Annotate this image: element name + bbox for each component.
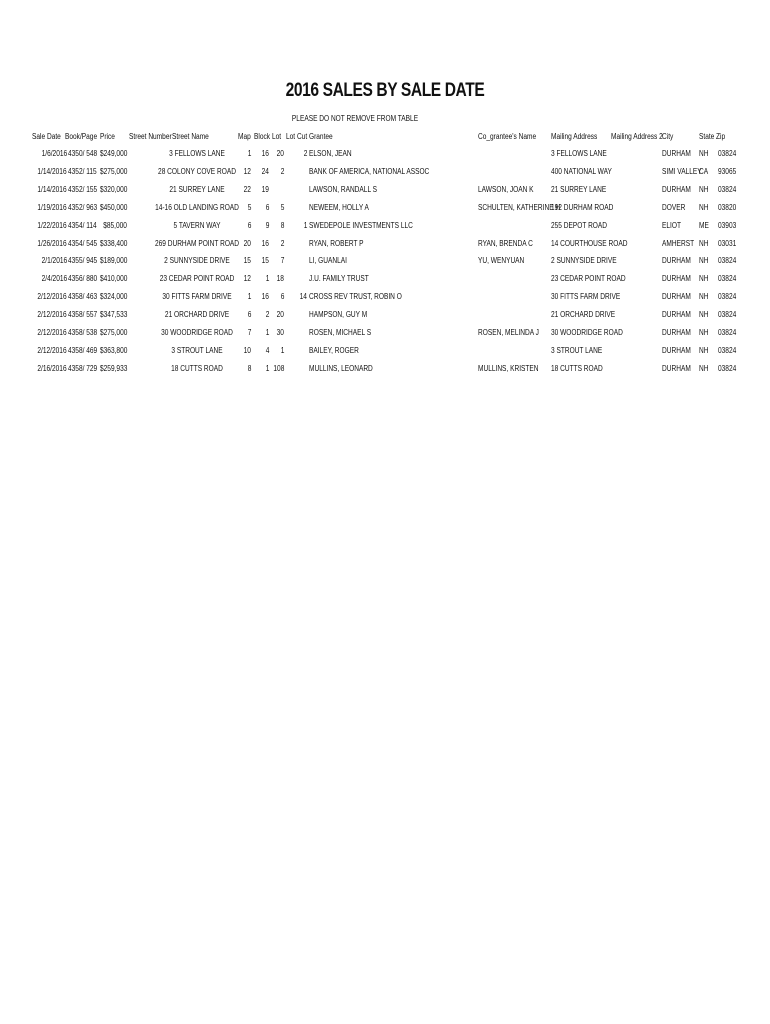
cell-map: 10 <box>243 345 251 355</box>
cell-co-grantee: LAWSON, JOAN K <box>478 184 534 194</box>
cell-price: $324,000 <box>99 292 127 302</box>
cell-state: NH <box>699 238 709 248</box>
cell-city: DURHAM <box>662 345 691 355</box>
table-row <box>0 252 770 270</box>
cell-book-page: 4358/ 538 <box>68 328 98 337</box>
table-row <box>0 199 770 217</box>
table-row <box>0 324 770 342</box>
cell-price: $410,000 <box>99 274 127 284</box>
cell-grantee: NEWEEM, HOLLY A <box>309 202 369 212</box>
cell-state: NH <box>699 345 709 355</box>
header-city: City <box>662 132 674 141</box>
cell-street: 2 SUNNYSIDE DRIVE <box>164 256 230 266</box>
cell-block: 1 <box>265 274 269 284</box>
cell-sale-date: 2/4/2016 <box>41 274 67 284</box>
cell-zip: 93065 <box>718 166 737 176</box>
header-zip: Zip <box>716 132 726 141</box>
cell-map: 5 <box>247 202 251 212</box>
cell-mailing-address: 30 FITTS FARM DRIVE <box>551 292 621 302</box>
cell-book-page: 4356/ 880 <box>68 274 98 284</box>
cell-zip: 03824 <box>718 345 737 355</box>
cell-sale-date: 2/12/2016 <box>37 345 67 355</box>
cell-book-page: 4354/ 545 <box>68 238 98 248</box>
cell-street: 21 ORCHARD DRIVE <box>164 310 230 320</box>
cell-state: NH <box>699 256 709 266</box>
cell-zip: 03824 <box>718 292 737 302</box>
cell-block: 2 <box>265 310 269 320</box>
cell-book-page: 4358/ 729 <box>68 363 98 373</box>
header-co-grantee: Co_grantee's Name <box>478 132 537 141</box>
table-row <box>0 306 770 324</box>
cell-lot: 18 <box>276 274 284 284</box>
cell-zip: 03820 <box>718 202 737 212</box>
table-row <box>0 360 770 378</box>
header-grantee: Grantee <box>309 132 333 141</box>
cell-state: CA <box>699 166 709 176</box>
table-row <box>0 235 770 253</box>
cell-price: $275,000 <box>99 328 127 337</box>
cell-street: 14-16 OLD LANDING ROAD <box>155 202 239 212</box>
cell-grantee: CROSS REV TRUST, ROBIN O <box>309 292 402 302</box>
cell-street: 3 FELLOWS LANE <box>169 149 225 158</box>
cell-grantee: LI, GUANLAI <box>309 256 347 266</box>
cell-street: 18 CUTTS ROAD <box>171 363 223 373</box>
header-lot: Lot <box>272 132 282 141</box>
cell-zip: 03903 <box>718 220 737 230</box>
table-row <box>0 342 770 360</box>
report-subtitle: PLEASE DO NOT REMOVE FROM TABLE <box>291 114 419 123</box>
cell-lot: 108 <box>273 363 284 373</box>
cell-map: 8 <box>247 363 251 373</box>
cell-book-page: 4352/ 963 <box>68 202 98 212</box>
cell-city: DURHAM <box>662 256 691 266</box>
cell-zip: 03824 <box>718 328 737 337</box>
cell-city: DURHAM <box>662 328 691 337</box>
header-state: State <box>699 132 715 141</box>
cell-zip: 03824 <box>718 184 737 194</box>
header-street-name: Street Name <box>172 132 209 141</box>
cell-sale-date: 2/12/2016 <box>37 292 67 302</box>
cell-book-page: 4355/ 945 <box>68 256 98 266</box>
header-mailing-address: Mailing Address <box>551 132 598 141</box>
cell-lot: 20 <box>276 310 284 320</box>
cell-state: NH <box>699 310 709 320</box>
cell-block: 19 <box>261 184 269 194</box>
cell-book-page: 4354/ 114 <box>68 220 97 230</box>
cell-block: 6 <box>265 202 269 212</box>
cell-mailing-address: 30 WOODRIDGE ROAD <box>551 328 623 337</box>
cell-state: NH <box>699 274 709 284</box>
cell-block: 9 <box>265 220 269 230</box>
cell-co-grantee: YU, WENYUAN <box>478 256 525 266</box>
cell-block: 1 <box>265 328 269 337</box>
cell-map: 12 <box>243 166 251 176</box>
cell-book-page: 4358/ 469 <box>68 345 98 355</box>
cell-lot: 20 <box>276 149 284 158</box>
cell-sale-date: 2/1/2016 <box>41 256 67 266</box>
cell-book-page: 4358/ 463 <box>68 292 98 302</box>
cell-city: DURHAM <box>662 363 691 373</box>
cell-state: NH <box>699 363 709 373</box>
cell-state: ME <box>699 220 709 230</box>
cell-book-page: 4358/ 557 <box>68 310 98 320</box>
cell-city: DURHAM <box>662 149 691 158</box>
cell-zip: 03824 <box>718 310 737 320</box>
cell-sale-date: 2/16/2016 <box>37 363 67 373</box>
table-row <box>0 217 770 235</box>
cell-zip: 03824 <box>718 363 737 373</box>
cell-map: 22 <box>243 184 251 194</box>
cell-lot: 7 <box>280 256 284 266</box>
cell-book-page: 4350/ 548 <box>68 149 98 158</box>
cell-sale-date: 1/22/2016 <box>37 220 67 230</box>
table-row <box>0 270 770 288</box>
cell-map: 20 <box>243 238 251 248</box>
cell-block: 16 <box>261 292 269 302</box>
cell-city: DURHAM <box>662 310 691 320</box>
report-title: 2016 SALES BY SALE DATE <box>285 80 485 101</box>
cell-zip: 03031 <box>718 238 737 248</box>
header-book-page: Book/Page <box>65 132 98 141</box>
cell-co-grantee: RYAN, BRENDA C <box>478 238 533 248</box>
cell-street: 30 WOODRIDGE ROAD <box>161 328 233 337</box>
cell-mailing-address: 192 DURHAM ROAD <box>551 202 614 212</box>
cell-block: 15 <box>261 256 269 266</box>
cell-block: 16 <box>261 238 269 248</box>
cell-mailing-address: 255 DEPOT ROAD <box>551 220 608 230</box>
cell-block: 24 <box>261 166 269 176</box>
table-row <box>0 181 770 199</box>
cell-book-page: 4352/ 155 <box>68 184 98 194</box>
cell-grantee: BANK OF AMERICA, NATIONAL ASSOC <box>309 166 430 176</box>
cell-mailing-address: 3 STROUT LANE <box>551 345 603 355</box>
cell-grantee: ROSEN, MICHAEL S <box>309 328 372 337</box>
cell-zip: 03824 <box>718 149 737 158</box>
cell-map: 1 <box>247 149 251 158</box>
header-mailing-address-2: Mailing Address 2 <box>611 132 663 141</box>
cell-mailing-address: 2 SUNNYSIDE DRIVE <box>551 256 617 266</box>
cell-lot: 5 <box>280 202 284 212</box>
cell-block: 1 <box>265 363 269 373</box>
cell-city: DOVER <box>662 202 686 212</box>
cell-price: $85,000 <box>103 220 127 230</box>
cell-city: DURHAM <box>662 274 691 284</box>
header-block: Block <box>254 132 271 141</box>
cell-mailing-address: 21 ORCHARD DRIVE <box>551 310 616 320</box>
header-street-number: Street Number <box>129 132 172 141</box>
cell-city: AMHERST <box>662 238 695 248</box>
cell-state: NH <box>699 292 709 302</box>
table-row <box>0 288 770 306</box>
cell-grantee: RYAN, ROBERT P <box>309 238 364 248</box>
cell-co-grantee: MULLINS, KRISTEN <box>478 363 539 373</box>
cell-sale-date: 1/19/2016 <box>37 202 67 212</box>
cell-lot: 8 <box>280 220 284 230</box>
table-row <box>0 145 770 163</box>
cell-city: DURHAM <box>662 292 691 302</box>
cell-grantee: BAILEY, ROGER <box>309 345 359 355</box>
cell-grantee: MULLINS, LEONARD <box>309 363 373 373</box>
cell-mailing-address: 400 NATIONAL WAY <box>551 166 612 176</box>
header-price: Price <box>100 132 115 141</box>
cell-zip: 03824 <box>718 256 737 266</box>
cell-grantee: LAWSON, RANDALL S <box>309 184 378 194</box>
cell-book-page: 4352/ 115 <box>68 166 97 176</box>
cell-sale-date: 1/26/2016 <box>37 238 67 248</box>
cell-map: 1 <box>247 292 251 302</box>
cell-grantee: ELSON, JEAN <box>309 149 352 158</box>
cell-city: SIMI VALLEY <box>662 166 702 176</box>
cell-price: $450,000 <box>99 202 127 212</box>
cell-mailing-address: 23 CEDAR POINT ROAD <box>551 274 626 284</box>
cell-grantee: J.U. FAMILY TRUST <box>309 274 369 284</box>
cell-price: $363,800 <box>99 345 127 355</box>
cell-sale-date: 2/12/2016 <box>37 310 67 320</box>
cell-sale-date: 1/14/2016 <box>37 166 67 176</box>
cell-co-grantee: ROSEN, MELINDA J <box>478 328 539 337</box>
cell-lot-cut: 1 <box>303 220 307 230</box>
cell-lot: 6 <box>280 292 284 302</box>
header-sale-date: Sale Date <box>32 132 61 141</box>
cell-state: NH <box>699 202 709 212</box>
cell-price: $259,933 <box>99 363 127 373</box>
cell-lot-cut: 2 <box>303 149 307 158</box>
cell-price: $338,400 <box>99 238 127 248</box>
cell-street: 28 COLONY COVE ROAD <box>158 166 236 176</box>
cell-grantee: SWEDEPOLE INVESTMENTS LLC <box>309 220 413 230</box>
cell-block: 16 <box>261 149 269 158</box>
cell-sale-date: 2/12/2016 <box>37 328 67 337</box>
cell-map: 7 <box>247 328 251 337</box>
cell-mailing-address: 21 SURREY LANE <box>551 184 607 194</box>
cell-map: 6 <box>247 310 251 320</box>
cell-grantee: HAMPSON, GUY M <box>309 310 368 320</box>
cell-co-grantee: SCHULTEN, KATHERINE H <box>478 202 561 212</box>
cell-state: NH <box>699 149 709 158</box>
cell-sale-date: 1/14/2016 <box>37 184 67 194</box>
cell-lot: 2 <box>280 166 284 176</box>
cell-map: 6 <box>247 220 251 230</box>
cell-state: NH <box>699 328 709 337</box>
cell-street: 23 CEDAR POINT ROAD <box>159 274 235 284</box>
cell-street: 5 TAVERN WAY <box>173 220 221 230</box>
table-row <box>0 163 770 181</box>
cell-city: ELIOT <box>662 220 681 230</box>
cell-lot-cut: 14 <box>299 292 307 302</box>
cell-lot: 2 <box>280 238 284 248</box>
cell-street: 21 SURREY LANE <box>169 184 225 194</box>
cell-state: NH <box>699 184 709 194</box>
cell-mailing-address: 18 CUTTS ROAD <box>551 363 603 373</box>
cell-city: DURHAM <box>662 184 691 194</box>
cell-lot: 1 <box>280 345 284 355</box>
cell-price: $249,000 <box>99 149 127 158</box>
cell-street: 30 FITTS FARM DRIVE <box>162 292 232 302</box>
cell-street: 3 STROUT LANE <box>171 345 223 355</box>
cell-price: $347,533 <box>99 310 127 320</box>
cell-map: 12 <box>243 274 251 284</box>
cell-price: $320,000 <box>99 184 127 194</box>
cell-lot: 30 <box>276 328 284 337</box>
header-lot-cut: Lot Cut <box>286 132 308 141</box>
cell-sale-date: 1/6/2016 <box>41 149 67 158</box>
cell-mailing-address: 3 FELLOWS LANE <box>551 149 607 158</box>
cell-price: $275,000 <box>99 166 127 176</box>
header-map: Map <box>238 132 251 141</box>
cell-block: 4 <box>265 345 269 355</box>
cell-street: 269 DURHAM POINT ROAD <box>154 238 240 248</box>
cell-price: $189,000 <box>99 256 127 266</box>
cell-map: 15 <box>243 256 251 266</box>
cell-mailing-address: 14 COURTHOUSE ROAD <box>551 238 628 248</box>
cell-zip: 03824 <box>718 274 737 284</box>
table-header <box>0 128 770 146</box>
